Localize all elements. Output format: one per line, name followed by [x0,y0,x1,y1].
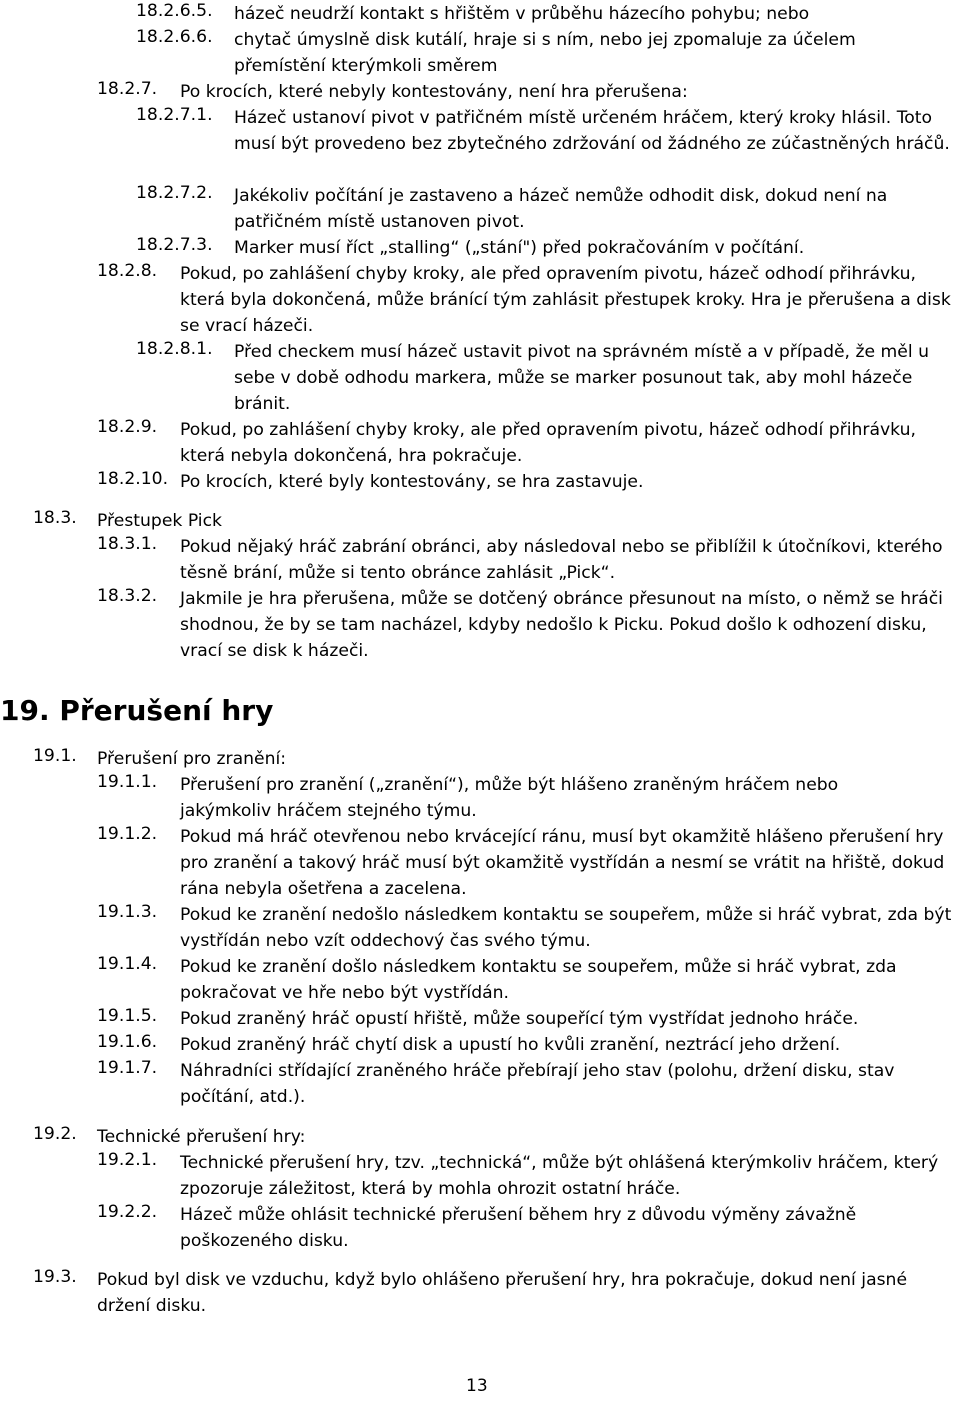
rule-text: Marker musí říct „stalling“ („stání") před pokračováním v počítání. [234,238,805,258]
rule-number: 18.2.6.6. [136,27,213,47]
rule-number: 18.2.7.2. [136,183,213,203]
rule-text: Pokud ke zranění došlo následkem kontaktu se soupeřem, může si hráč vybrat, zda pokračovat ve hře nebo být vystřídán. [180,957,897,1003]
rule-text: Jakékoliv počítání je zastaveno a házeč nemůže odhodit disk, dokud není na patřičném místě ustanoven pivot. [234,186,888,232]
rule-text: Pokud byl disk ve vzduchu, když bylo ohlášeno přerušení hry, hra pokračuje, dokud není jasné držení disku. [97,1270,908,1316]
rule-text: Přerušení pro zranění („zranění“), může být hlášeno zraněným hráčem nebo jakýmkoliv hráčem stejného týmu. [180,775,839,821]
rule-number: 18.2.7.1. [136,105,213,125]
rule-number: 19.2.2. [97,1202,158,1222]
rule-number: 18.2.10. [97,469,169,489]
rule-number: 19.3. [33,1267,77,1287]
rule-number: 19.1.2. [97,824,158,844]
rule-text: Po krocích, které byly kontestovány, se hra zastavuje. [180,472,644,492]
rule-text: Pokud ke zranění nedošlo následkem kontaktu se soupeřem, může si hráč vybrat, zda být vystřídán nebo vzít oddechový čas svého týmu. [180,905,952,951]
rule-number: 19.2.1. [97,1150,158,1170]
page-number: 13 [466,1376,488,1396]
rule-text: Přestupek Pick [97,511,222,531]
rule-number: 19.1.1. [97,772,158,792]
rule-text: Pokud má hráč otevřenou nebo krvácející ránu, musí byt okamžitě hlášeno přerušení hry pro zranění a takový hráč musí být okamžitě vystřídán a nesmí se vrátit na hřiště, dokud rána nebyla ošetřena a zacelena. [180,827,945,899]
rule-text: Po krocích, které nebyly kontestovány, není hra přerušena: [180,82,688,102]
section-heading: 19. Přerušení hry [0,694,274,727]
rule-number: 19.1.3. [97,902,158,922]
rule-number: 19.2. [33,1124,77,1144]
rule-number: 19.1.7. [97,1058,158,1078]
rule-number: 18.2.8.1. [136,339,213,359]
rule-text: Technické přerušení hry, tzv. „technická“, může být ohlášená kterýmkoliv hráčem, který zpozoruje záležitost, která by mohla ohrozit ostatní hráče. [180,1153,939,1199]
rule-number: 19.1. [33,746,77,766]
rule-number: 18.2.6.5. [136,1,213,21]
rule-text: Pokud, po zahlášení chyby kroky, ale před opravením pivotu, házeč odhodí přihrávku, která byla dokončená, může bránící tým zahlásit přestupek kroky. Hra je přerušena a disk se vrací házeči. [180,264,951,336]
rule-text: Přerušení pro zranění: [97,749,287,769]
rule-text: Pokud zraněný hráč opustí hřiště, může soupeřící tým vystřídat jednoho hráče. [180,1009,859,1029]
rule-text: házeč neudrží kontakt s hřištěm v průběhu házecího pohybu; nebo [234,4,810,24]
rule-text: Házeč ustanoví pivot v patřičném místě určeném hráčem, který kroky hlásil. Toto musí být provedeno bez zbytečného zdržování od žádného ze zúčastněných hráčů. [234,108,950,154]
rule-number: 18.2.7.3. [136,235,213,255]
rule-number: 18.3. [33,508,77,528]
rule-text: Pokud zraněný hráč chytí disk a upustí ho kvůli zranění, neztrácí jeho držení. [180,1035,841,1055]
rule-text: chytač úmyslně disk kutálí, hraje si s ním, nebo jej zpomaluje za účelem přemístění kterýmkoli směrem [234,30,856,76]
rule-text: Pokud nějaký hráč zabrání obránci, aby následoval nebo se přiblížil k útočníkovi, kterého těsně brání, může si tento obránce zahlásit „Pick“. [180,537,943,583]
rule-number: 19.1.5. [97,1006,158,1026]
rule-number: 18.2.8. [97,261,158,281]
rule-text: Házeč může ohlásit technické přerušení během hry z důvodu výměny závažně poškozeného disku. [180,1205,857,1251]
rule-number: 18.3.2. [97,586,158,606]
rule-text: Před checkem musí házeč ustavit pivot na správném místě a v případě, že měl u sebe v době odhodu markera, může se marker posunout tak, aby mohl házeče bránit. [234,342,929,414]
rule-number: 19.1.6. [97,1032,158,1052]
rule-text: Jakmile je hra přerušena, může se dotčený obránce přesunout na místo, o němž se hráči shodnou, že by se tam nacházel, kdyby nedošlo k Picku. Pokud došlo k odhození disku, vrací se disk k házeči. [180,589,943,661]
rule-number: 19.1.4. [97,954,158,974]
rule-number: 18.2.7. [97,79,158,99]
rule-number: 18.3.1. [97,534,158,554]
rule-text: Pokud, po zahlášení chyby kroky, ale před opravením pivotu, házeč odhodí přihrávku, která nebyla dokončená, hra pokračuje. [180,420,916,466]
rule-text: Náhradníci střídající zraněného hráče přebírají jeho stav (polohu, držení disku, stav počítání, atd.). [180,1061,895,1107]
rule-number: 18.2.9. [97,417,158,437]
rule-text: Technické přerušení hry: [97,1127,306,1147]
